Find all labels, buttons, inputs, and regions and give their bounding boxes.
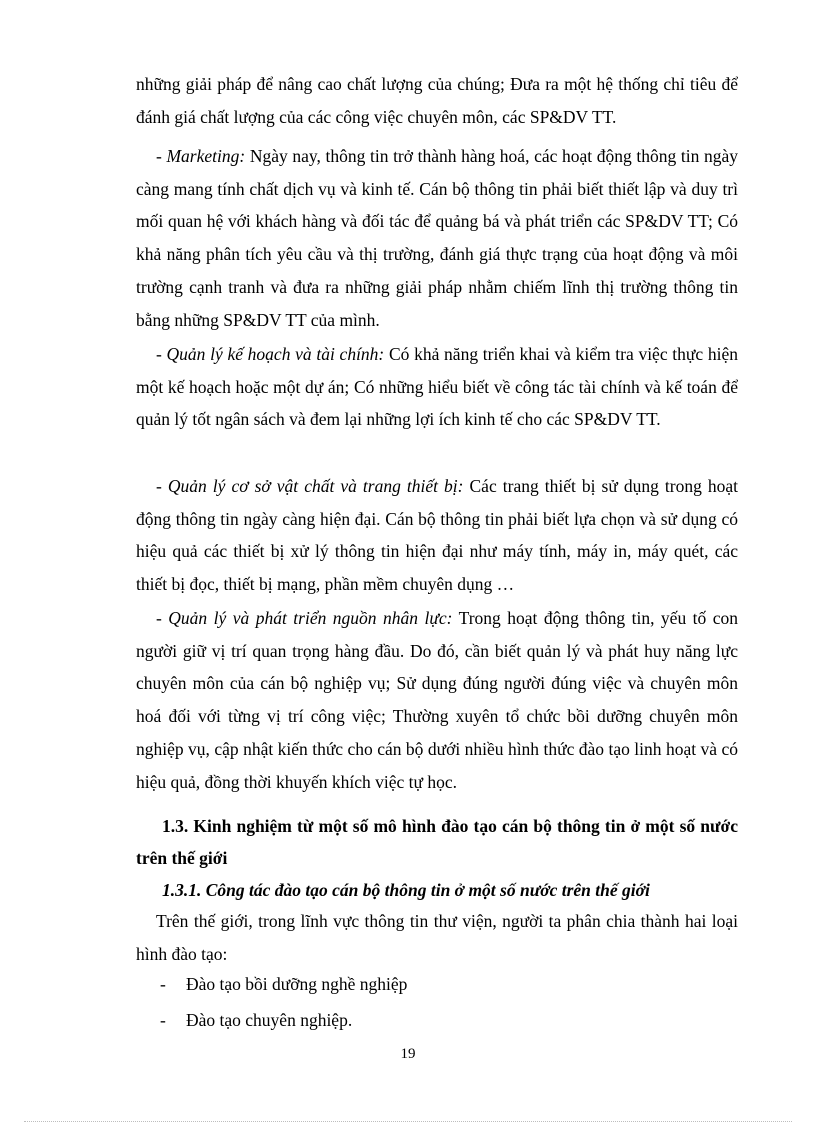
paragraph-intro-text: những giải pháp để nâng cao chất lượng của chúng; Đưa ra một hệ thống chỉ tiêu để đánh giá chất lượng của các công việc chuyên môn, các SP&DV TT. (136, 74, 738, 127)
list-item (160, 1004, 740, 1036)
paragraph-facilities (136, 470, 738, 601)
page-bottom-divider (24, 1121, 792, 1122)
human-resources-body: Trong hoạt động thông tin, yếu tố con người giữ vị trí quan trọng hàng đầu. Do đó, cần biết quản lý và phát huy năng lực chuyên môn của cán bộ nghiệp vụ; Sử dụng đúng người đúng việc và chuyên môn hoá đối với từng vị trí công việc; Thường xuyên tổ chức bồi dưỡng chuyên môn nghiệp vụ, cập nhật kiến thức cho cán bộ dưới nhiều hình thức đào tạo linh hoạt và có hiệu quả, đồng thời khuyến khích việc tự học. (136, 608, 739, 792)
paragraph-planning-finance (136, 338, 738, 436)
section-heading-1-3: 1.3. Kinh nghiệm từ một số mô hình đào tạo cán bộ thông tin ở một số nước trên thế giới (136, 816, 738, 868)
paragraph-human-resources (136, 602, 738, 798)
human-resources-lead: - Quản lý và phát triển nguồn nhân lực: (156, 608, 453, 628)
paragraph-marketing (136, 140, 738, 336)
page-number: 19 (400, 1046, 416, 1062)
paragraph-intro (136, 68, 738, 133)
section-heading-1-3-1: 1.3.1. Công tác đào tạo cán bộ thông tin ở một số nước trên thế giới (162, 880, 650, 900)
planning-finance-lead: - Quản lý kế hoạch và tài chính: (156, 344, 385, 364)
facilities-body: Các trang thiết bị sử dụng trong hoạt động thông tin ngày càng hiện đại. Cán bộ thông tin phải biết lựa chọn và sử dụng có hiệu quả các thiết bị xử lý thông tin hiện đại như máy tính, máy in, máy quét, các thiết bị đọc, thiết bị mạng, phần mềm chuyên dụng … (136, 476, 739, 595)
training-types-text: Trên thế giới, trong lĩnh vực thông tin thư viện, người ta phân chia thành hai loại hình đào tạo: (136, 911, 738, 964)
facilities-lead: - Quản lý cơ sở vật chất và trang thiết bị: (156, 476, 464, 496)
planning-finance-body: Có khả năng triển khai và kiểm tra việc thực hiện một kế hoạch hoặc một dự án; Có những hiểu biết về công tác tài chính và kế toán để quản lý tốt ngân sách và đem lại những lợi ích kinh tế cho các SP&DV TT. (136, 344, 738, 430)
list-item (160, 968, 740, 1000)
marketing-body: Ngày nay, thông tin trở thành hàng hoá, các hoạt động thông tin ngày càng mang tính chất dịch vụ và kinh tế. Cán bộ thông tin phải biết thiết lập và duy trì mối quan hệ với khách hàng và đối tác để quảng bá và phát triển các SP&DV TT; Có khả năng phân tích yêu cầu và thị trường, đánh giá thực trạng của hoạt động và môi trường cạnh tranh và đưa ra những giải pháp nhằm chiếm lĩnh thị trường thông tin bằng những SP&DV TT của mình. (136, 146, 738, 330)
list-item-text: Đào tạo bồi dưỡng nghề nghiệp (186, 974, 408, 994)
list-item-text: Đào tạo chuyên nghiệp. (186, 1010, 353, 1030)
paragraph-training-types (136, 905, 738, 970)
marketing-lead: - Marketing: (156, 146, 246, 166)
bullet-dash: - (160, 1010, 166, 1030)
bullet-dash: - (160, 974, 166, 994)
